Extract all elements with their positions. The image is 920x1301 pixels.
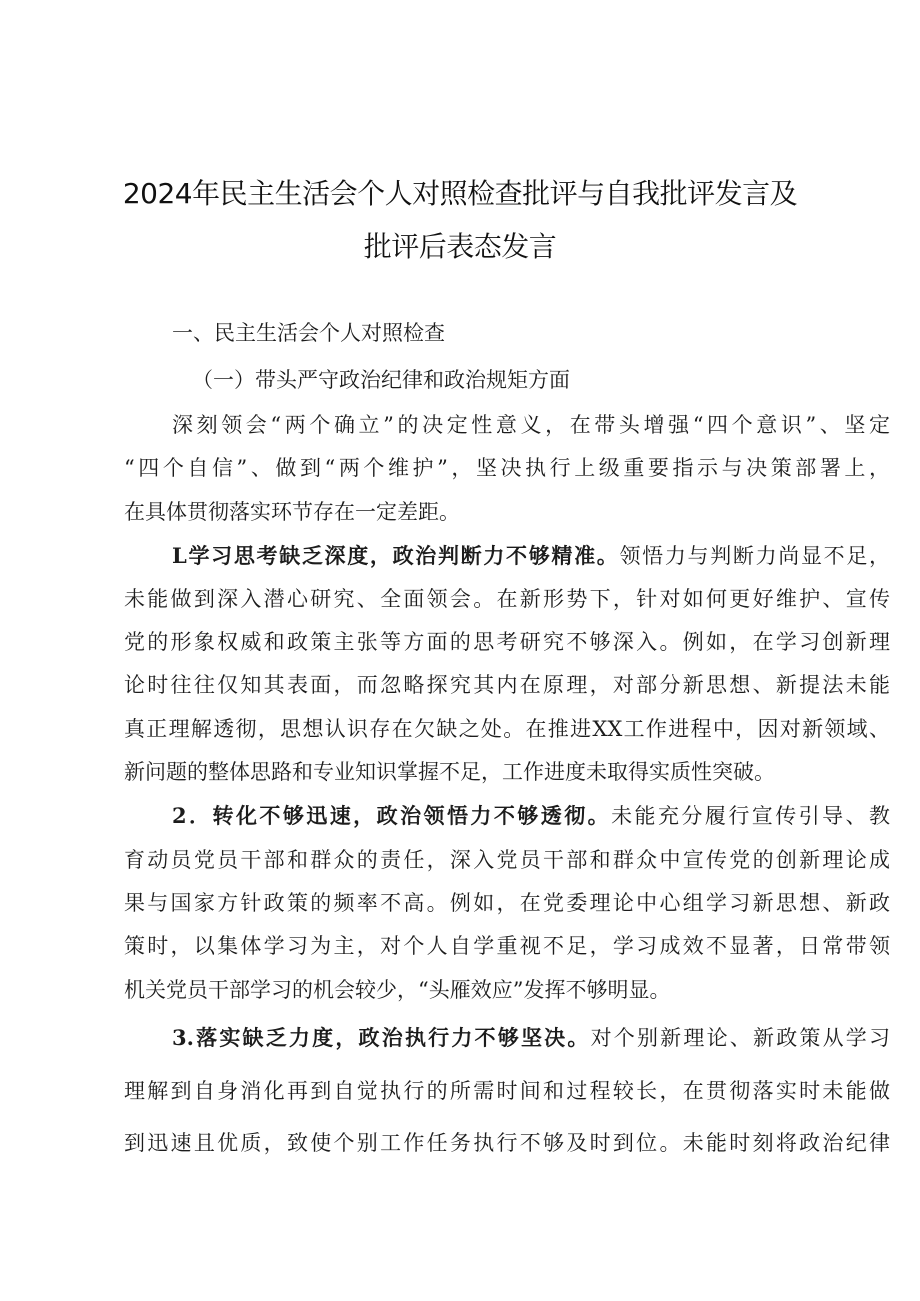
item2-line: 策时，以集体学习为主，对个人自学重视不足，学习成效不显著，日常带领 [124,934,890,958]
item1-line: 新问题的整体思路和专业知识掌握不足，工作进度未取得实质性突破。 [124,760,775,784]
section-heading: 一、民主生活会个人对照检查 [172,321,445,345]
item1-line: 未能做到深入潜心研究、全面领会。在新形势下，针对如何更好维护、宣传 [124,587,890,611]
item2-line: 机关党员干部学习的机会较少，“头雁效应”发挥不够明显。 [124,978,671,1002]
item1-line: 真正理解透彻，思想认识存在欠缺之处。在推进XX工作进程中，因对新领域、 [124,717,890,741]
item1-line: 论时往往仅知其表面，而忽略探究其内在原理，对部分新思想、新提法未能 [124,673,890,697]
item1-line: 党的形象权威和政策主张等方面的思考研究不够深入。例如，在学习创新理 [124,630,890,654]
item3-line: 理解到自身消化再到自觉执行的所需时间和过程较长，在贯彻落实时未能做 [124,1079,890,1103]
item3-first-line [172,1023,890,1053]
item2-rest: 未能充分履行宣传引导、教 [611,804,890,828]
item2-lead: 2．转化不够迅速，政治领悟力不够透彻。 [172,803,612,828]
item3-rest: 对个别新理论、新政策从学习 [590,1026,890,1050]
doc-title-line-2: 批评后表态发言 [363,230,557,263]
item3-lead: 3.落实缺乏力度，政治执行力不够坚决。 [172,1025,591,1050]
item2-line: 果与国家方针政策的频率不高。例如，在党委理论中心组学习新思想、新政 [124,891,890,915]
paragraph-intro-line: 在具体贯彻落实环节存在一定差距。 [124,500,460,524]
item1-lead: L学习思考缺乏深度，政治判断力不够精准。 [172,543,620,568]
item2-line: 育动员党员干部和群众的责任，深入党员干部和群众中宣传党的创新理论成 [124,848,890,872]
item2-first-line [172,801,890,831]
paragraph-intro-line: 深刻领会“两个确立”的决定性意义，在带头增强“四个意识”、坚定 [172,413,890,437]
paragraph-intro-line: “四个自信”、做到“两个维护”，坚决执行上级重要指示与决策部署上， [124,456,890,480]
item1-first-line [172,541,890,571]
subsection-heading: （一）带头严守政治纪律和政治规矩方面 [192,368,570,392]
item1-rest: 领悟力与判断力尚显不足， [619,544,890,568]
doc-title-line-1: 2024年民主生活会个人对照检查批评与自我批评发言及 [122,177,798,210]
item3-line: 到迅速且优质，致使个别工作任务执行不够及时到位。未能时刻将政治纪律 [124,1131,890,1155]
